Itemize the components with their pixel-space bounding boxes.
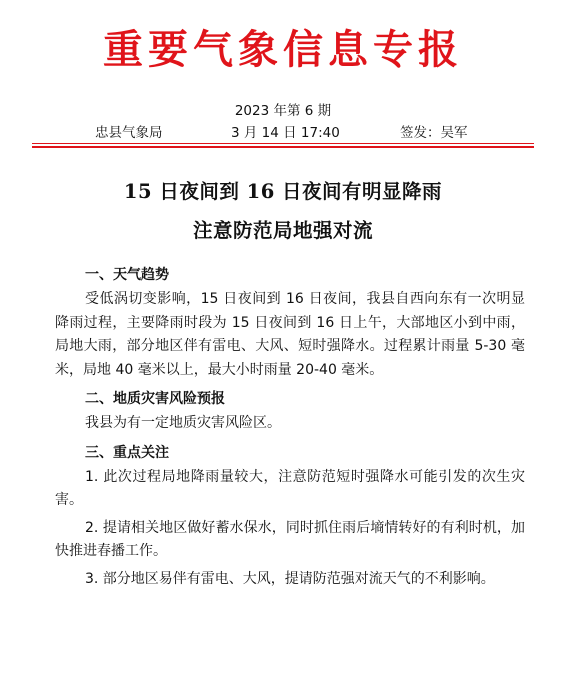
concern-item: 2. 提请相关地区做好蓄水保水，同时抓住雨后墒情转好的有利时机，加快推进春播工作。 bbox=[55, 519, 525, 559]
concern-item: 1. 此次过程局地降雨量较大，注意防范短时强降水可能引发的次生灾害。 bbox=[55, 468, 525, 508]
issue-number: 2023 年第 6 期 bbox=[234, 103, 332, 119]
signer: 签发：吴军 bbox=[400, 125, 468, 141]
section-paragraph: 受低涡切变影响，15 日夜间到 16 日夜间，我县自西向东有一次明显降雨过程，主要降雨时段为 15 日夜间到 16 日上午，大部地区小到中雨，局地大雨，部分地区伴有雷电、大风、短时强降水。过程累计雨量 5-30 毫米，局地 40 毫米以上，最大小时雨量 20-40 毫米。 bbox=[55, 291, 525, 378]
masthead-title: 重要气象信息专报 bbox=[103, 26, 463, 73]
section-heading: 二、地质灾害风险预报 bbox=[85, 391, 225, 407]
concern-item: 3. 部分地区易伴有雷电、大风，提请防范强对流天气的不利影响。 bbox=[85, 570, 495, 587]
header-rule-thick bbox=[32, 146, 534, 148]
headline-line-2: 注意防范局地强对流 bbox=[192, 219, 373, 242]
document-body bbox=[55, 262, 525, 591]
issuer: 忠县气象局 bbox=[95, 125, 163, 141]
headline-line-1: 15 日夜间到 16 日夜间有明显降雨 bbox=[123, 180, 443, 203]
issue-datetime: 3 月 14 日 17:40 bbox=[231, 125, 340, 141]
section-paragraph: 我县为有一定地质灾害风险区。 bbox=[85, 415, 281, 431]
header-rule-thin bbox=[32, 143, 534, 144]
section-heading: 三、重点关注 bbox=[85, 444, 169, 461]
section-weather-trend bbox=[55, 262, 525, 382]
section-key-concerns bbox=[55, 440, 525, 592]
section-geologic-risk bbox=[55, 386, 525, 436]
section-heading: 一、天气趋势 bbox=[85, 267, 169, 283]
